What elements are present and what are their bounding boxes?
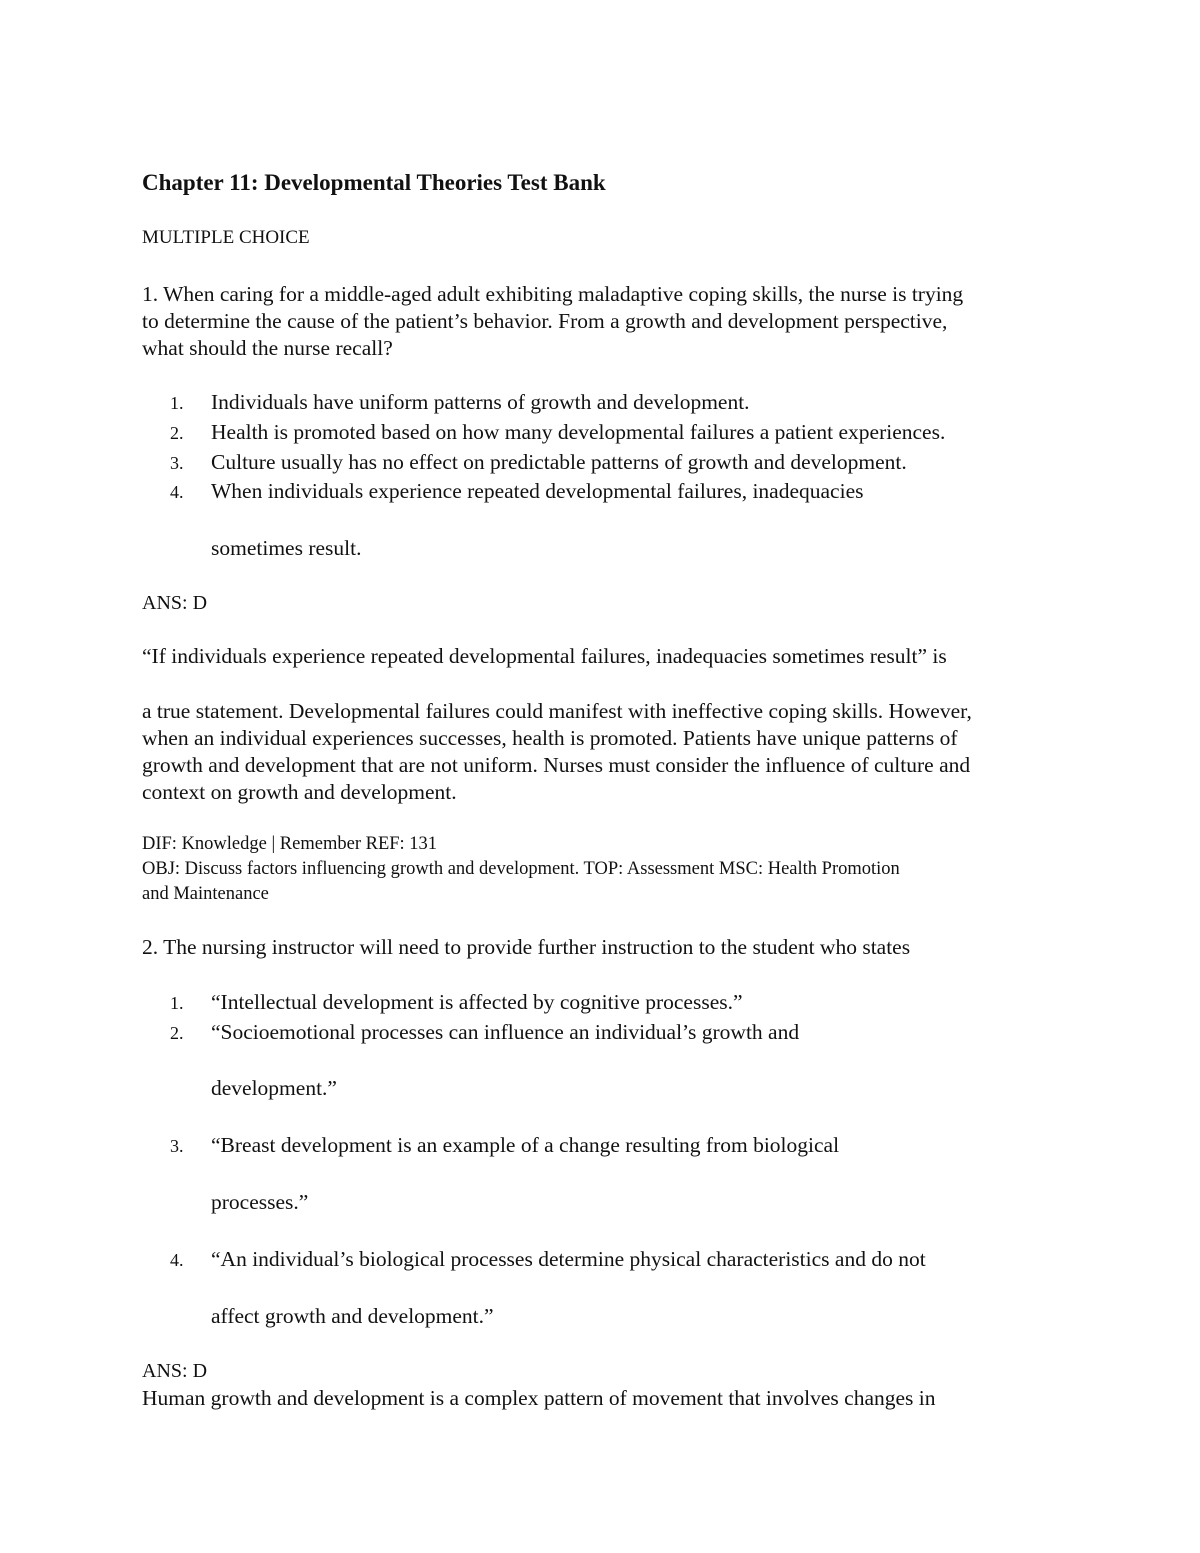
question-1-option-3 [170, 450, 907, 475]
question-1-option-4-continuation: sometimes result. [211, 536, 362, 560]
question-2-option-1 [170, 990, 743, 1015]
question-1-rationale-first-line: “If individuals experience repeated developmental failures, inadequacies sometimes result” is [142, 644, 947, 668]
chapter-title: Chapter 11: Developmental Theories Test Bank [142, 170, 606, 195]
option-number: 4. [170, 1250, 184, 1270]
question-2-option-3-continuation: processes.” [211, 1190, 309, 1214]
option-number: 1. [170, 393, 184, 413]
option-number: 2. [170, 423, 184, 443]
question-2-option-3 [170, 1133, 839, 1158]
question-2-stem: 2. The nursing instructor will need to provide further instruction to the student who states [142, 935, 911, 959]
option-text: “Intellectual development is affected by cognitive processes.” [211, 990, 743, 1014]
section-heading: MULTIPLE CHOICE [142, 227, 310, 248]
question-1-rationale [142, 698, 1072, 806]
rationale-line: context on growth and development. [142, 780, 457, 804]
rationale-line: a true statement. Developmental failures could manifest with ineffective coping skills. However, [142, 699, 972, 723]
question-2-option-2-continuation: development.” [211, 1076, 337, 1100]
option-text: When individuals experience repeated developmental failures, inadequacies [211, 479, 864, 503]
option-number: 1. [170, 993, 184, 1013]
question-1-option-1 [170, 390, 750, 415]
option-number: 2. [170, 1023, 184, 1043]
question-1-stem-line: what should the nurse recall? [142, 336, 393, 360]
option-text: Health is promoted based on how many developmental failures a patient experiences. [211, 420, 946, 444]
question-1-option-4 [170, 479, 863, 504]
question-2-option-4 [170, 1247, 926, 1272]
option-text: “An individual’s biological processes determine physical characteristics and do not [211, 1247, 926, 1271]
question-1-metadata [142, 832, 1042, 907]
question-1-stem-line: to determine the cause of the patient’s behavior. From a growth and development perspective, [142, 309, 948, 333]
question-2-answer: ANS: D [142, 1360, 208, 1382]
question-2-option-2 [170, 1020, 799, 1045]
question-1-answer: ANS: D [142, 592, 208, 614]
metadata-line: and Maintenance [142, 884, 269, 904]
question-1-option-2 [170, 420, 945, 445]
option-number: 4. [170, 482, 184, 502]
option-number: 3. [170, 453, 184, 473]
question-2-option-4-continuation: affect growth and development.” [211, 1304, 494, 1328]
option-text: Individuals have uniform patterns of growth and development. [211, 390, 750, 414]
metadata-line: DIF: Knowledge | Remember REF: 131 [142, 834, 438, 854]
option-text: Culture usually has no effect on predictable patterns of growth and development. [211, 450, 907, 474]
metadata-line: OBJ: Discuss factors influencing growth and development. TOP: Assessment MSC: Health Promotion [142, 859, 900, 879]
option-text: “Socioemotional processes can influence an individual’s growth and [211, 1020, 800, 1044]
rationale-line: when an individual experiences successes, health is promoted. Patients have unique patterns of [142, 726, 958, 750]
question-1-stem [142, 281, 1072, 362]
rationale-line: growth and development that are not uniform. Nurses must consider the influence of culture and [142, 753, 971, 777]
question-1-stem-line: 1. When caring for a middle-aged adult exhibiting maladaptive coping skills, the nurse is trying [142, 282, 964, 306]
question-2-rationale-first-line: Human growth and development is a complex pattern of movement that involves changes in [142, 1386, 936, 1410]
option-text: “Breast development is an example of a change resulting from biological [211, 1133, 840, 1157]
option-number: 3. [170, 1136, 184, 1156]
